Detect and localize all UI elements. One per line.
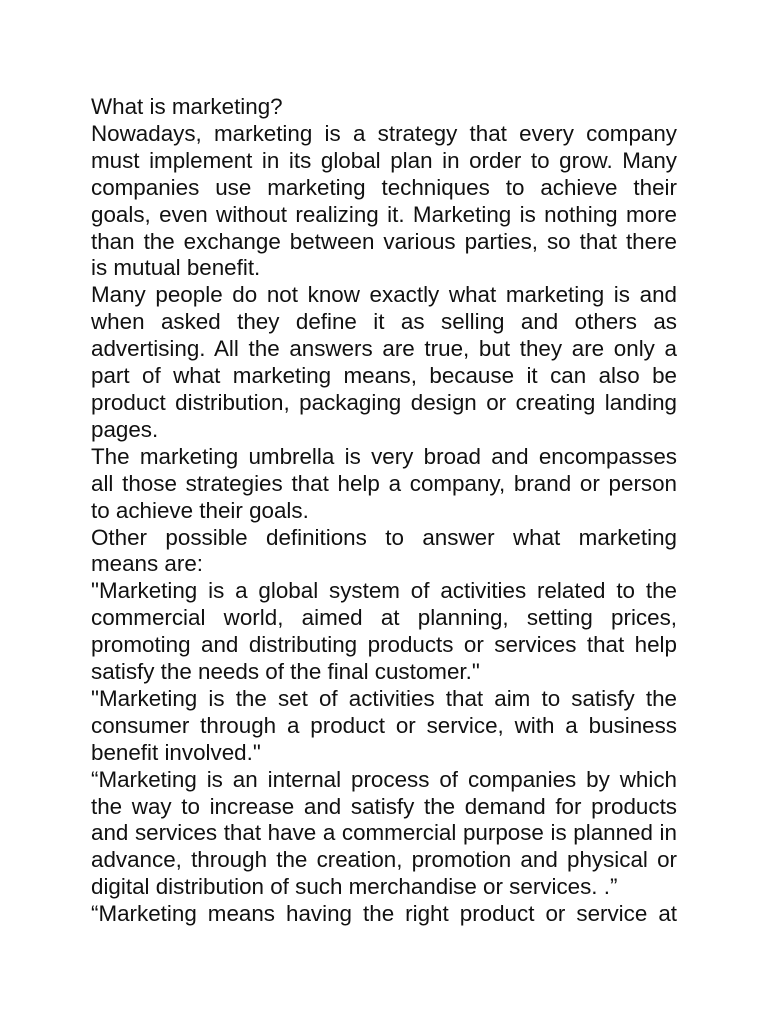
quote-definition-1: "Marketing is a global system of activities related to the commercial world, aimed at planning, setting prices, promoting and distributing products or services that help satisfy the needs of the final customer." — [91, 578, 677, 685]
paragraph-definitions-intro: Other possible definitions to answer what marketing means are: — [91, 524, 677, 577]
document-body — [91, 94, 677, 928]
document-title: What is marketing? — [91, 94, 283, 119]
quote-definition-2: "Marketing is the set of activities that aim to satisfy the consumer through a product or service, with a business benefit involved." — [91, 685, 677, 765]
quote-definition-4: “Marketing means having the right product or service at — [91, 901, 677, 927]
paragraph-misconceptions: Many people do not know exactly what marketing is and when asked they define it as selling and others as advertising. All the answers are true, but they are only a part of what marketing means, because it can also be product distribution, packaging design or creating landing pages. — [91, 282, 677, 442]
paragraph-intro: Nowadays, marketing is a strategy that every company must implement in its global plan in order to grow. Many companies use marketing techniques to achieve their goals, even without realizing it. Marketing is nothing more than the exchange between various parties, so that there is mutual benefit. — [91, 120, 677, 281]
quote-definition-3: “Marketing is an internal process of companies by which the way to increase and satisfy the demand for products and services that have a commercial purpose is planned in advance, through the creation, promotion and physical or digital distribution of such merchandise or services. .” — [91, 766, 677, 900]
paragraph-umbrella: The marketing umbrella is very broad and encompasses all those strategies that help a company, brand or person to achieve their goals. — [91, 443, 677, 523]
